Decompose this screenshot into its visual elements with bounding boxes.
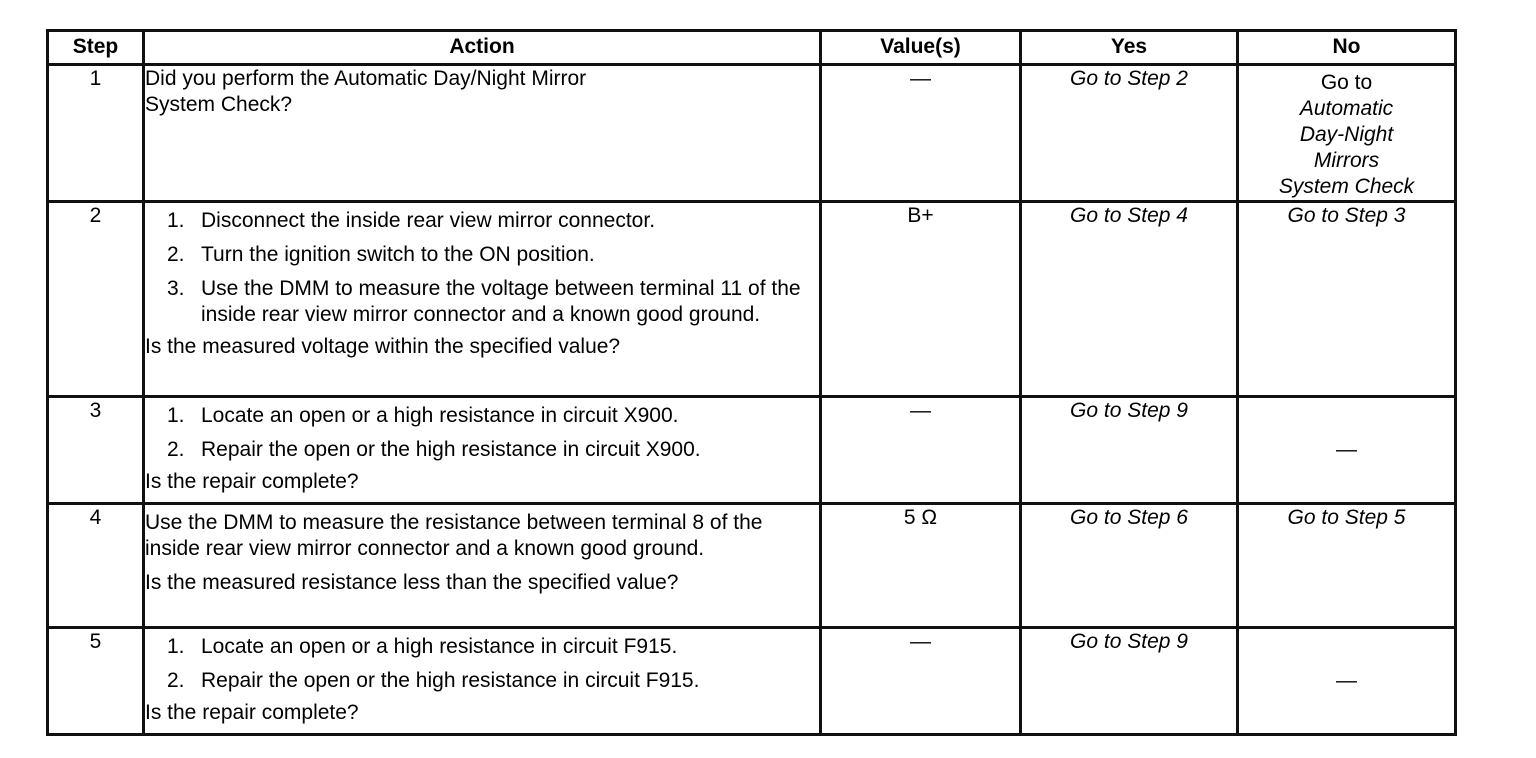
- table-row: [48, 202, 1456, 397]
- yes-cell: Go to Step 9: [1021, 628, 1238, 735]
- step-number: 2: [48, 202, 144, 397]
- instruction-list: [145, 403, 819, 463]
- yes-cell: Go to Step 9: [1021, 397, 1238, 504]
- yes-cell: Go to Step 6: [1021, 504, 1238, 628]
- list-item: 3. Use the DMM to measure the voltage between terminal 11 of the inside rear view mirror connector and a known good ground.: [167, 277, 801, 327]
- action-cell: [144, 628, 821, 735]
- table-row: [48, 397, 1456, 504]
- step-number: 1: [48, 65, 144, 202]
- no-cell: Go to Step 5: [1238, 504, 1456, 628]
- list-item: 1. Disconnect the inside rear view mirror connector.: [167, 209, 656, 233]
- list-item: 2. Repair the open or the high resistance in circuit X900.: [167, 438, 701, 462]
- step-number: 3: [48, 397, 144, 504]
- action-text: Did you perform the Automatic Day/Night Mirror System Check?: [145, 67, 587, 117]
- header-yes: Yes: [1021, 31, 1238, 65]
- diagnostic-table: [46, 29, 1457, 736]
- instruction-list: [145, 208, 819, 328]
- header-step: Step: [48, 31, 144, 65]
- list-item: 1. Locate an open or a high resistance in circuit X900.: [167, 404, 679, 428]
- value-cell: —: [821, 397, 1021, 504]
- header-action: Action: [144, 31, 821, 65]
- yes-cell: Go to Step 2: [1021, 65, 1238, 202]
- question-text: Is the measured resistance less than the specified value?: [145, 571, 679, 595]
- step-number: 5: [48, 628, 144, 735]
- action-cell: [144, 504, 821, 628]
- list-item: 2. Turn the ignition switch to the ON position.: [167, 243, 595, 267]
- value-cell: —: [821, 628, 1021, 735]
- action-cell: [144, 65, 821, 202]
- question-text: Is the repair complete?: [145, 470, 359, 494]
- header-row: [48, 31, 1456, 65]
- no-cell: —: [1238, 628, 1456, 735]
- instruction-list: [145, 634, 819, 694]
- question-text: Is the measured voltage within the specified value?: [145, 335, 621, 359]
- list-item: 2. Repair the open or the high resistance in circuit F915.: [167, 669, 700, 693]
- table-row: [48, 65, 1456, 202]
- action-cell: [144, 202, 821, 397]
- step-number: 4: [48, 504, 144, 628]
- header-no: No: [1238, 31, 1456, 65]
- table-row: [48, 628, 1456, 735]
- question-text: Is the repair complete?: [145, 701, 359, 725]
- yes-cell: Go to Step 4: [1021, 202, 1238, 397]
- value-cell: 5 Ω: [821, 504, 1021, 628]
- table-row: [48, 504, 1456, 628]
- no-cell: —: [1238, 397, 1456, 504]
- action-cell: [144, 397, 821, 504]
- no-cell: Go to Automatic Day-Night Mirrors System Check: [1238, 65, 1456, 202]
- value-cell: B+: [821, 202, 1021, 397]
- header-values: Value(s): [821, 31, 1021, 65]
- value-cell: —: [821, 65, 1021, 202]
- action-text: Use the DMM to measure the resistance between terminal 8 of the inside rear view mirror connector and a known good ground.: [145, 511, 763, 561]
- list-item: 1. Locate an open or a high resistance in circuit F915.: [167, 635, 678, 659]
- no-cell: Go to Step 3: [1238, 202, 1456, 397]
